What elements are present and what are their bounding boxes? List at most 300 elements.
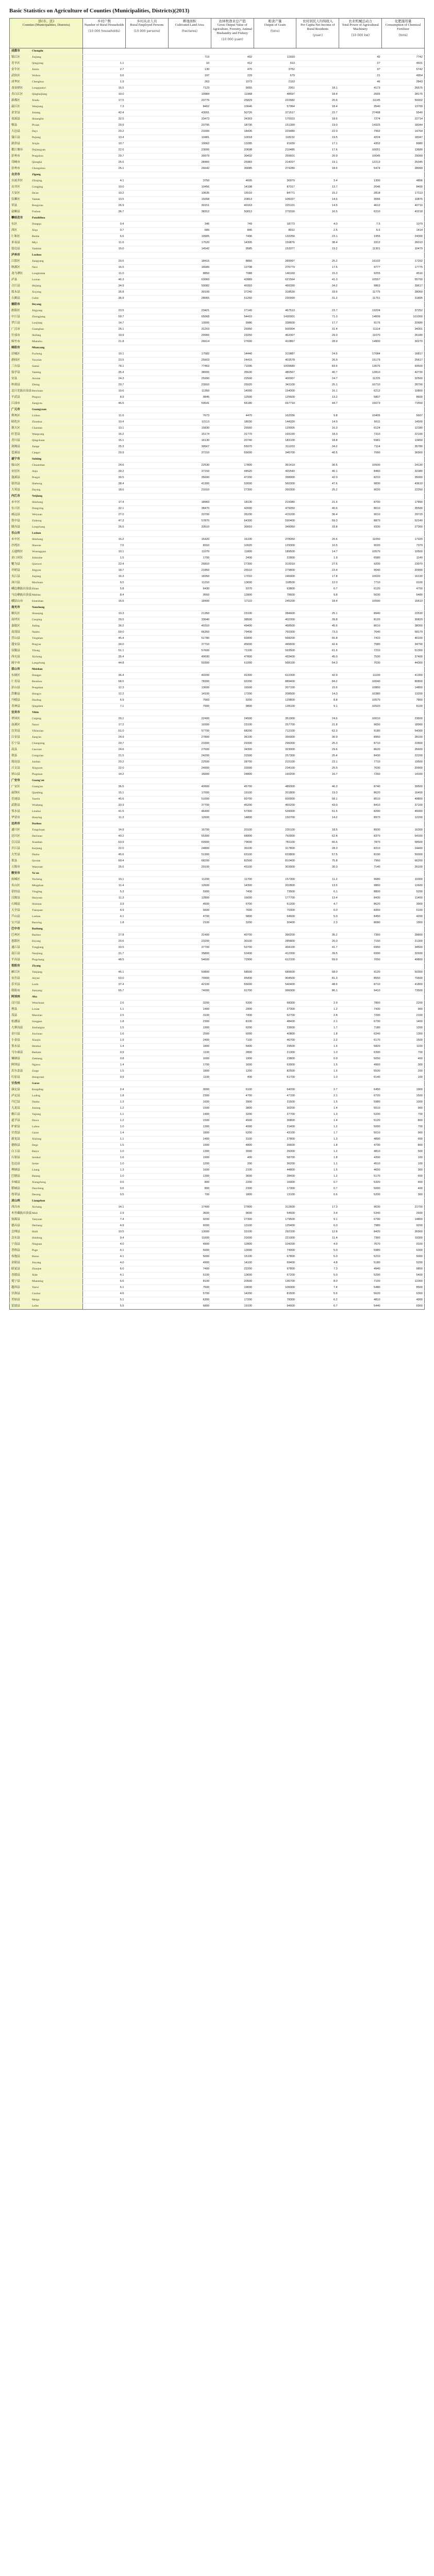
row-label-cn: 西充县 [11,655,20,658]
table-row [10,438,425,444]
value-cell: 9255 [339,271,382,277]
value-cell [126,487,169,494]
value-cell: 10500 [339,463,382,469]
value-cell: 19300 [168,722,211,728]
value-cell: 28700 [211,759,254,766]
value-cell: 18.3 [296,432,339,438]
table-row [10,475,425,481]
value-cell: 42690 [211,506,254,512]
value-cell: 16.2 [83,432,126,438]
value-cell: 719 [168,55,211,61]
row-label [10,407,83,413]
value-cell: 25.3 [296,741,339,747]
row-label-en: Jianyang [32,989,42,992]
value-cell: 68200 [211,728,254,735]
value-cell: 3540 [339,104,382,110]
value-cell: 13600 [211,580,254,586]
row-label [10,518,83,524]
value-cell: 420540 [254,469,296,475]
value-cell: 30.2 [83,469,126,475]
value-cell: 24.6 [83,463,126,469]
value-cell: 36.9 [83,296,126,302]
row-label [10,320,83,327]
value-cell: 20500 [211,1279,254,1285]
value-cell [126,1130,169,1137]
value-cell: 9200 [211,698,254,704]
value-cell [126,902,169,908]
row-label [10,327,83,333]
value-cell: 70600 [382,976,425,982]
table-row [10,1242,425,1248]
value-cell: 263 [168,79,211,86]
row-label-en: Qianwei [32,563,42,566]
row-label-cn: 天全县 [11,909,20,912]
value-cell: 58500 [211,970,254,976]
value-cell: 292100 [254,1229,296,1235]
value-cell: 21700 [382,1205,425,1211]
value-cell [83,994,126,1001]
value-cell: 5820 [339,1044,382,1050]
row-label-en: Yucheng [32,878,42,881]
value-cell [126,234,169,240]
value-cell: 21010 [168,487,211,494]
value-cell: 434100 [254,945,296,951]
region-row [10,345,425,351]
value-cell: 42.4 [83,110,126,116]
row-label-en: Zhaohua [32,420,42,423]
row-label [10,605,83,611]
row-label [10,1167,83,1174]
row-label-en: Luzhou [32,253,42,257]
row-label [10,86,83,92]
value-cell: 11.6 [83,240,126,246]
value-cell [168,302,211,308]
row-label-en: Kangding [32,1088,44,1091]
row-label-cn: 资阳市 [11,964,20,968]
row-label [10,401,83,407]
value-cell: 22800 [254,555,296,562]
value-cell [126,1031,169,1038]
value-cell: 10.6 [83,388,126,395]
value-cell: 11600 [168,1235,211,1242]
value-cell: 27700 [254,1112,296,1118]
row-label-cn: 乐山市 [11,532,20,535]
value-cell: 568200 [254,636,296,642]
value-cell: 179500 [254,1217,296,1223]
row-label-cn: 攀枝花市 [11,216,23,219]
table-row [10,1279,425,1285]
value-cell: 45.1 [83,970,126,976]
row-label-cn: 乡城县 [11,1181,20,1184]
value-cell: 8960 [339,735,382,741]
row-label-cn: 三台县 [11,365,20,368]
table-row [10,796,425,803]
row-label-en: Heishui [32,1045,41,1048]
value-cell: 750900 [254,834,296,840]
value-cell: 11.4 [296,1235,339,1242]
table-row [10,933,425,939]
value-cell: 10.5 [296,543,339,549]
value-cell: 18.5 [296,827,339,834]
value-cell: 43100 [211,865,254,871]
row-label-cn: 美姑县 [11,1298,20,1301]
value-cell: 1.4 [83,1044,126,1050]
value-cell: 79400 [211,630,254,636]
row-label-en: Tongjiang [32,946,44,949]
value-cell: 24800 [168,846,211,852]
value-cell [126,1118,169,1124]
row-label-en: Yuexi [32,1286,39,1289]
value-cell: 8402 [168,104,211,110]
table-row [10,246,425,252]
value-cell: 5320 [339,1180,382,1186]
row-label-en: Ngawa [32,1063,40,1066]
value-cell: 4302 [339,141,382,147]
value-cell: 10610 [339,716,382,722]
value-cell: 19.1 [83,351,126,358]
value-cell [126,1106,169,1112]
value-cell: 2646 [339,184,382,191]
value-cell: 4700 [382,586,425,592]
row-label-cn: 南部县 [11,631,20,634]
row-label-cn: 泸县 [11,278,18,281]
value-cell: 5.3 [83,889,126,895]
value-cell [126,308,169,314]
row-label-cn: 高坪区 [11,618,20,621]
value-cell: 3600 [168,1211,211,1217]
value-cell: 1.1 [296,1161,339,1167]
value-cell: 5340 [339,1211,382,1217]
table-row [10,1186,425,1192]
row-label-en: Jinjiang [32,56,41,59]
value-cell: 8870 [339,518,382,524]
row-label-en: Panzhihua [32,216,45,219]
row-label-en: Emeishan [32,600,44,603]
table-row [10,61,425,67]
region-row [10,494,425,500]
value-cell [83,605,126,611]
value-cell: 5807 [339,395,382,401]
value-cell: 74000 [168,988,211,994]
value-cell: 38500 [211,617,254,623]
value-cell [126,1248,169,1254]
value-cell: 600 [382,1174,425,1180]
row-label-cn: 雅安市 [11,872,20,875]
row-label-cn: 沐川县 [11,581,20,584]
value-cell [126,580,169,586]
value-cell: 52140 [382,518,425,524]
value-cell: 24200 [168,753,211,759]
table-row [10,592,425,599]
row-label-en: Luding [32,1094,41,1097]
row-label [10,345,83,351]
value-cell: 800 [168,1180,211,1186]
row-label [10,759,83,766]
table-row [10,1044,425,1050]
value-cell: 2000 [168,1031,211,1038]
row-label-en: Longchang [32,526,45,529]
value-cell: 5600 [168,908,211,914]
value-cell [126,388,169,395]
row-label-cn: 茂县 [11,1014,18,1017]
value-cell: 17.2 [83,722,126,728]
row-label [10,617,83,623]
value-cell [126,1167,169,1174]
value-cell: 15610 [382,599,425,605]
row-label-cn: 凉山州 [11,1199,20,1202]
value-cell: 125600 [254,395,296,401]
value-cell: 4173 [339,86,382,92]
value-cell: 1500 [168,1106,211,1112]
row-label-en: Muli [32,1212,38,1215]
value-cell [83,531,126,537]
table-row [10,370,425,376]
value-cell [168,456,211,463]
row-label [10,871,83,877]
row-label [10,61,83,67]
row-label [10,351,83,358]
table-row [10,889,425,895]
value-cell: 36900 [382,450,425,456]
value-cell: 1.5 [83,1069,126,1075]
table-row [10,673,425,679]
value-cell: 20100 [211,827,254,834]
value-cell: 35590 [382,506,425,512]
table-row [10,908,425,914]
row-label-en: Luojiang [32,321,43,325]
value-cell: 13100 [254,1192,296,1198]
row-label-en: Litang [32,1168,40,1172]
row-label [10,586,83,592]
value-cell: 189500 [254,549,296,555]
value-cell: 20.6 [296,98,339,104]
column-header [382,19,425,48]
value-cell [126,1044,169,1050]
value-cell [126,358,169,364]
value-cell [126,271,169,277]
row-label-cn: 苍溪县 [11,451,20,454]
value-cell: 92200 [211,679,254,685]
value-cell: 1.5 [83,1025,126,1031]
value-cell: 1300 [382,1031,425,1038]
row-label-en: Mianning [32,1280,43,1283]
table-row [10,1180,425,1186]
value-cell: 13.4 [83,135,126,141]
table-row [10,803,425,809]
row-label-cn: 游仙区 [11,359,20,362]
row-label-cn: 稻城县 [11,1187,20,1190]
value-cell: 18416 [168,259,211,265]
value-cell: 1.7 [296,1130,339,1137]
value-cell [126,933,169,939]
row-label-en: Dongqu [32,223,42,226]
table-row [10,914,425,920]
value-cell: 128100 [254,704,296,710]
value-cell: 11200 [168,877,211,883]
row-label-cn: 荣县 [11,204,18,207]
value-cell: 10876 [382,197,425,203]
value-cell: 16689 [168,265,211,271]
table-row [10,809,425,815]
row-label [10,382,83,388]
value-cell: 403578 [254,358,296,364]
table-row [10,1087,425,1093]
row-label-cn: 东区 [11,223,18,226]
value-cell: 84.2 [296,679,339,685]
value-cell: 22714 [382,116,425,123]
value-cell: 12.0 [296,580,339,586]
value-cell [126,302,169,308]
row-label-en: Lizhou [32,414,40,417]
value-cell: 23.7 [296,308,339,314]
table-row [10,840,425,846]
value-cell: 9585 [211,246,254,252]
row-label-en: Qingyang [32,62,44,65]
value-cell: 30200 [254,1106,296,1112]
value-cell: 9100 [382,580,425,586]
value-cell: 1.3 [296,1112,339,1118]
value-cell: 5010 [339,1130,382,1137]
value-cell: 43091 [168,110,211,116]
value-cell: 36.5 [83,784,126,790]
value-cell: 5300 [211,1001,254,1007]
row-label [10,215,83,222]
row-label-cn: 眉山市 [11,668,20,671]
value-cell: 900 [382,1130,425,1137]
value-cell [339,215,382,222]
value-cell [126,1093,169,1099]
row-label [10,895,83,902]
value-cell: 6900 [382,1303,425,1310]
value-cell: 1900 [168,1143,211,1149]
row-label [10,475,83,481]
value-cell [296,302,339,308]
row-label-cn: 东坡区 [11,674,20,677]
value-cell: 42.0 [296,475,339,481]
value-cell [126,222,169,228]
value-cell [254,994,296,1001]
row-label-cn: 叙永县 [11,291,20,294]
row-label [10,1130,83,1137]
row-label-cn: 长宁县 [11,742,20,745]
row-label [10,846,83,852]
value-cell [126,735,169,741]
value-cell [382,1081,425,1087]
value-cell: 14305 [211,240,254,246]
row-label [10,456,83,463]
value-cell: 23250 [211,333,254,339]
value-cell [126,1266,169,1273]
value-cell: 160200 [254,772,296,778]
row-label [10,698,83,704]
value-cell: 8100 [168,1279,211,1285]
table-row [10,648,425,654]
row-label-cn: 青神县 [11,705,20,708]
row-label-en: Lezhi [32,983,39,986]
value-cell: 20.5 [83,259,126,265]
value-cell: 13200 [382,691,425,698]
table-row [10,1223,425,1229]
table-row [10,1013,425,1019]
value-cell: 25990 [168,376,211,382]
value-cell [126,531,169,537]
value-cell: 23.4 [296,568,339,574]
row-label-cn: 岳池县 [11,798,20,801]
row-label [10,154,83,160]
row-label [10,673,83,679]
value-cell: 38470 [168,506,211,512]
value-cell: 1.0 [296,1050,339,1056]
table-row [10,240,425,246]
value-cell: 51000 [168,796,211,803]
row-label-en: Nanbu [32,631,40,634]
row-label-cn: 沙湾区 [11,544,20,547]
value-cell: 57600 [168,648,211,654]
value-cell: 7.4 [83,1217,126,1223]
value-cell: 14200 [211,1291,254,1297]
value-cell: 56180 [211,401,254,407]
value-cell: 78300 [168,679,211,685]
value-cell [254,172,296,178]
table-row [10,716,425,722]
row-label [10,222,83,228]
column-header-en: Gross Output Value of Agriculture, Forestry, Animal Husbandry and Fishery [212,23,253,35]
value-cell: 221000 [254,1235,296,1242]
row-label-cn: 双流县 [11,117,20,121]
value-cell: 284600 [254,611,296,617]
table-row [10,722,425,728]
row-label-cn: 屏山县 [11,773,20,776]
table-row [10,1161,425,1167]
row-label-cn: 筠连县 [11,760,20,764]
row-label [10,438,83,444]
value-cell: 7.3 [296,1266,339,1273]
value-cell: 8450 [339,914,382,920]
row-label-cn: 宜宾县 [11,730,20,733]
value-cell: 4612 [339,203,382,209]
value-cell: 16400 [382,790,425,796]
value-cell: 6700 [211,902,254,908]
value-cell: 7150 [339,939,382,945]
table-row [10,1050,425,1056]
value-cell: 40163 [211,203,254,209]
row-label-cn: 自流井区 [11,179,23,182]
table-row [10,1273,425,1279]
row-label-en: Anxian [32,377,41,380]
row-label-en: Quxian [32,859,41,862]
value-cell: 31.4 [296,327,339,333]
value-cell: 1.7 [296,1025,339,1031]
value-cell: 499390 [254,283,296,290]
value-cell: 5230 [339,1112,382,1118]
value-cell [339,778,382,784]
value-cell: 83.6 [296,364,339,370]
table-row [10,327,425,333]
value-cell: 9200 [168,1217,211,1223]
row-label [10,1118,83,1124]
column-header-en: Counties (Municipalities, Districts) [22,23,70,27]
value-cell [126,877,169,883]
value-cell: 468500 [254,623,296,630]
row-label-en: Garze [32,1082,40,1085]
value-cell [168,710,211,716]
value-cell [83,710,126,716]
row-label-en: Zizhong [32,519,42,522]
value-cell: 26614 [168,339,211,345]
row-label [10,271,83,277]
value-cell: 4.7 [296,902,339,908]
value-cell: 47.3 [83,518,126,524]
